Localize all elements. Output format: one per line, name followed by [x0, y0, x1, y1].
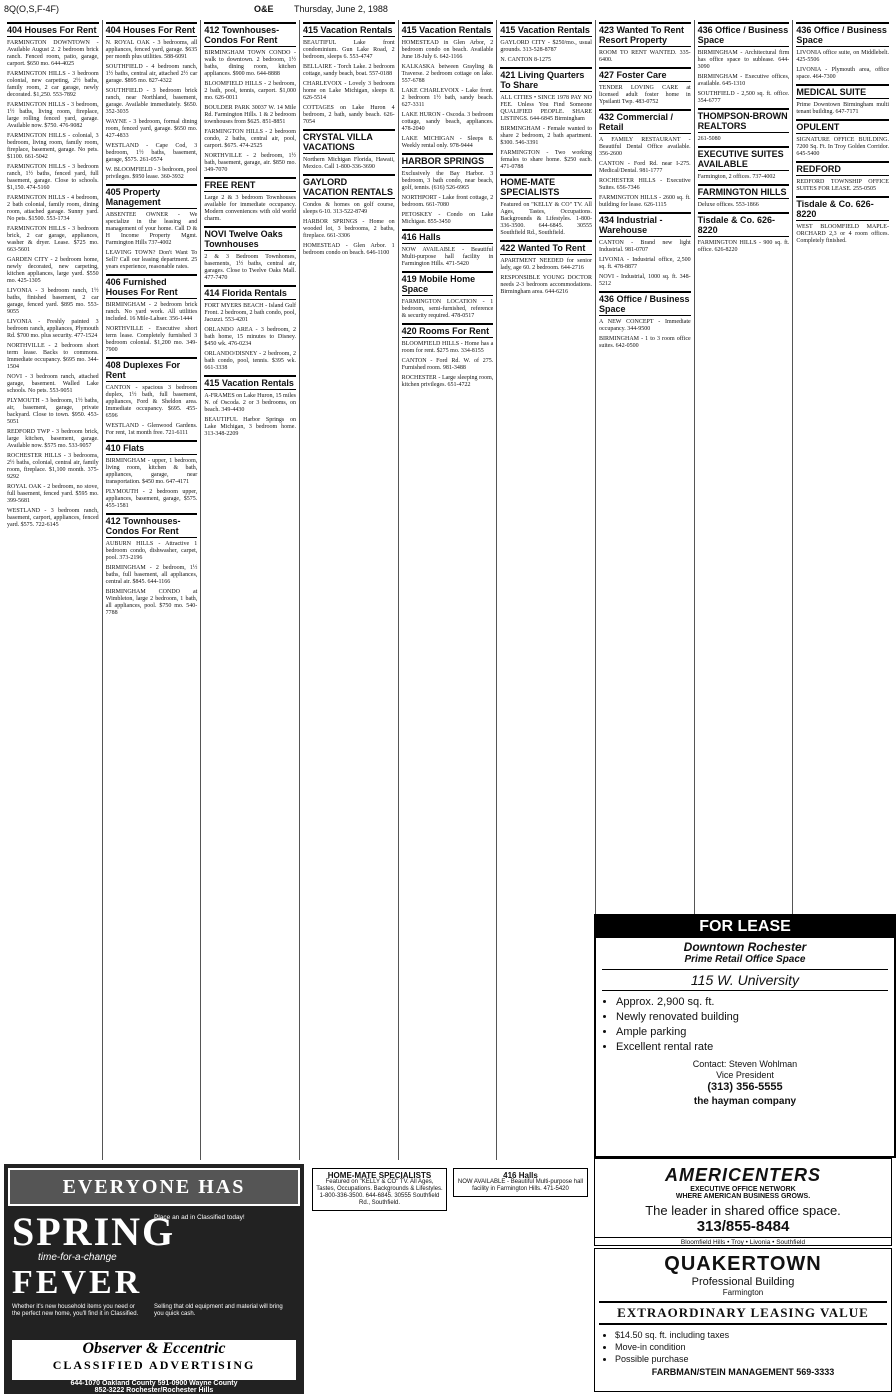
classified-ad: REDFORD TWP - 3 bedroom brick, large kitchen, basement, garage. Available now. $575 mo. 533-9057: [7, 429, 99, 449]
section-title: EXECUTIVE SUITES AVAILABLE: [698, 146, 790, 171]
classified-ad: Large 2 & 3 bedroom Townhouses available for immediate occupancy. Modern conveniences with old world charm.: [204, 195, 296, 222]
classified-ad: ORLANDO/DISNEY - 2 bedroom, 2 bath condo, pool, tennis. $395 wk. 661-3338: [204, 351, 296, 371]
section-title: 422 Wanted To Rent: [500, 240, 592, 255]
lease-address: Downtown Rochester: [683, 940, 807, 954]
classified-ad: BIRMINGHAM - upper, 1 bedroom, living room, kitchen & bath, appliances, garage, near transportation. $450 mo. 647-4171: [105, 458, 198, 485]
classified-column: [4, 20, 103, 1160]
section-title: FARMINGTON HILLS: [698, 184, 790, 199]
section-title: 412 Townhouses-Condos For Rent: [106, 513, 198, 538]
classified-ad: GAYLORD CITY - $250/mo., usual grounds. 313-528-8787: [500, 40, 592, 53]
classified-ad: BIRMINGHAM - Female wanted to share 2 bedroom, 2 bath apartment. $300. 546-3391: [500, 126, 592, 146]
page-header: [4, 2, 892, 16]
oe-tagline: time-for-a-change: [38, 1252, 117, 1263]
section-title: 420 Rooms For Rent: [402, 323, 494, 338]
classified-ad: NORTHPORT - Lake front cottage, 2 bedroom. 661-7080: [401, 195, 494, 208]
classified-ad: Condos & homes on golf course, sleeps 6-10. 313-522-8749: [303, 202, 395, 215]
classified-ad: LAKE CHARLEVOIX - Lake front. 2 bedroom 1½ bath, sandy beach. 627-3311: [401, 88, 494, 108]
americenters-ad: [594, 1158, 892, 1246]
classified-ad: CANTON - Ford Rd. W. of 275. Furnished room. 981-3488: [401, 358, 494, 371]
quakertown-headline: EXTRAORDINARY LEASING VALUE: [599, 1301, 887, 1325]
classified-ad: BIRMINGHAM - Executive offices, available. 645-1310: [697, 74, 790, 87]
classified-ad: ABSENTEE OWNER - We specialize in the leasing and management of your home. Call D & H Income Property Mgmt. Farmington Hills 737-4002: [105, 212, 198, 246]
quakertown-footer: FARBMAN/STEIN MANAGEMENT 569-3333: [651, 1367, 835, 1377]
classified-ad: BIRMINGHAM TOWN CONDO - walk to downtown. 2 bedroom, 1½ baths, dining room, kitchen appliances. $900 mo. 644-8888: [204, 50, 296, 77]
quakertown-bullet: • Possible purchase: [615, 1353, 891, 1365]
classified-ad: SOUTHFIELD - 3 bedroom brick ranch, near Northland, basement, garage. Available immediately. $650. 352-3035: [105, 88, 198, 115]
section-title: 419 Mobile Home Space: [402, 271, 494, 296]
section-title: 404 Houses For Rent: [106, 22, 198, 37]
lease-subtitle: Prime Retail Office Space: [684, 954, 806, 965]
quakertown-name: QUAKERTOWN: [664, 1253, 822, 1275]
americenters-lead: The leader in shared office space.: [645, 1203, 841, 1218]
paper-name: O&E: [254, 4, 274, 14]
section-title: 427 Foster Care: [599, 67, 691, 82]
americenters-logo: AMERICENTERS: [664, 1165, 821, 1185]
classified-ad: Deluxe offices. 553-1866: [697, 202, 759, 208]
section-title: FREE RENT: [204, 177, 296, 192]
middle-ads-right: [453, 1164, 588, 1394]
homemate-title: HOME-MATE SPECIALISTS: [327, 1171, 432, 1180]
oe-logo-name: Observer & Eccentric: [82, 1340, 226, 1357]
homemate-box: [312, 1168, 447, 1211]
classified-ad: LIVONIA - Plymouth area, office space. 464-7300: [796, 67, 889, 80]
lease-bullets: [616, 995, 894, 1055]
classified-ad: BLOOMFIELD HILLS - Home has a room for rent. $275 mo. 334-8155: [401, 341, 494, 354]
lease-contact-title: Vice President: [716, 1070, 774, 1080]
classified-ad: SOUTHFIELD - 4 bedroom ranch, 1½ baths, central air, attached 2½ car garage. $895 mo. 827-4322: [105, 64, 198, 84]
classified-column: [300, 20, 399, 1160]
classified-ad: WESTLAND - Glenwood Gardens. For rent, 1st month free. 721-6111: [105, 423, 198, 436]
classified-ad: 2 & 3 Bedroom Townhomes, basements, 1½ baths, central air, garages. Close to Twelve Oaks Mall. 477-7470: [204, 254, 296, 281]
classified-ad: APARTMENT NEEDED for senior lady, age 60. 2 bedroom. 644-2716: [500, 258, 592, 271]
classified-ad: FARMINGTON HILLS - 900 sq. ft. office. 626-8220: [697, 240, 790, 253]
classified-ad: HOMESTEAD in Glen Arbor, 2 bedroom condo on beach. Available June 18-July 6. 642-1166: [401, 40, 494, 60]
quakertown-bullet: • $14.50 sq. ft. including taxes: [615, 1329, 891, 1341]
classified-ad: 261-5080: [697, 136, 721, 142]
section-title: 432 Commercial / Retail: [599, 109, 691, 134]
classified-ad: HARBOR SPRINGS - Home on wooded lot, 3 bedrooms, 2 baths, fireplace. 661-3306: [303, 219, 395, 239]
section-title: 434 Industrial - Warehouse: [599, 212, 691, 237]
classified-ad: A FAMILY RESTAURANT - Beautiful Dental Office available. 356-2600: [599, 137, 691, 157]
section-title: 415 Vacation Rentals: [303, 22, 395, 37]
classified-ad: FARMINGTON HILLS - 3 bedroom, 1½ baths, living room, fireplace, large rolling fenced yard, garage. Available now. $750. 476-9082: [7, 102, 99, 129]
classified-ad: BELLAIRE - Torch Lake. 2 bedroom cottage, sandy beach, boat. 557-0188: [303, 64, 395, 77]
section-title: Tisdale & Co. 626-8220: [796, 196, 889, 221]
classified-ad: REDFORD TOWNSHIP OFFICE SUITES FOR LEASE. 255-0505: [796, 179, 889, 192]
classified-ad: N. CANTON 8-1275: [500, 57, 552, 63]
classified-ad: LAKE HURON - Oscoda. 3 bedroom cottage, sandy beach, appliances. 478-2040: [401, 112, 494, 132]
classified-ad: WESTLAND - Cape Cod, 3 bedroom, 1½ baths, basement, garage, $575. 261-0574: [105, 143, 198, 163]
classified-column: [201, 20, 300, 1160]
classified-ad: FARMINGTON HILLS - 4 bedroom, 2 bath colonial, family room, dining room, attached garage. Sunny yard. No pets. $1500. 553-1734: [7, 195, 99, 222]
classified-ad: NOW AVAILABLE - Beautiful Multi-purpose hall facility in Farmington Hills. 471-5420: [401, 247, 494, 267]
classified-ad: W. BLOOMFIELD - 3 bedroom, pool privileges. $950 lease. 360-3932: [105, 167, 198, 180]
section-title: 436 Office / Business Space: [599, 291, 691, 316]
display-ads: [4, 918, 892, 1394]
section-title: GAYLORD VACATION RENTALS: [303, 174, 395, 199]
section-title: OPULENT: [796, 119, 889, 134]
americenters-phone: 313/855-8484: [696, 1218, 790, 1235]
classified-ad: Prime Downtown Birmingham multi tenant building. 647-7171: [796, 102, 889, 115]
oe-promo-body: Whether it's new household items you need or the perfect new home, you'll find it in Classified.: [12, 1304, 139, 1317]
section-title: 408 Duplexes For Rent: [106, 357, 198, 382]
classified-ad: FARMINGTON HILLS - 3 bedroom colonial, new carpeting, 2½ baths, family room, 2 car garage, newly decorated. $1,250. 553-7892: [7, 71, 99, 98]
classified-ad: FARMINGTON LOCATION - 1 bedroom, semi-furnished, reference & security required. 478-0517: [401, 299, 494, 319]
section-title: 416 Halls: [402, 229, 494, 244]
classified-ad: BIRMINGHAM - Architectural firm has office space to sublease. 644-3090: [697, 50, 790, 70]
classified-ad: CHARLEVOIX - Lovely 3 bedroom home on Lake Michigan, sleeps 8. 626-5514: [303, 81, 395, 101]
classified-ad: NORTHVILLE - 2 bedroom, 1½ bath, basement, garage, air. $850 mo. 349-7070: [204, 153, 296, 173]
classified-ad: WESTLAND - 3 bedroom ranch, basement, carport, appliances, fenced yard. $575. 722-6145: [7, 508, 99, 528]
classified-ad: TENDER LOVING CARE at licensed adult foster home in Ypsilanti Twp. 483-0752: [599, 85, 691, 105]
classified-ad: BIRMINGHAM CONDO at Wimbleton, large 2 bedroom, 1 bath, all appliances, pool. $750 mo. 540-7788: [105, 589, 198, 616]
classified-ad: BIRMINGHAM - 1 to 3 room office suites. 642-0500: [599, 336, 691, 349]
classified-ad: A NEW CONCEPT - Immediate occupancy. 344-9500: [599, 319, 691, 332]
classified-ad: BEAUTIFUL Harbor Springs on Lake Michigan, 3 bedroom home. 313-348-2209: [204, 417, 296, 437]
halls-title: 416 Halls: [503, 1171, 538, 1180]
classified-ad: Featured on "KELLY & CO" TV. All Ages, Tastes, Occupations. Backgrounds & Lifestyles. 1-800-336-3500. 644-6845. 30555 Southfield Rd., Southfield.: [500, 202, 592, 236]
lease-company: the hayman company: [693, 1096, 797, 1107]
section-title: 406 Furnished Houses For Rent: [106, 274, 198, 299]
classified-ad: LAKE MICHIGAN - Sleeps 8. Weekly rental only. 978-9444: [401, 136, 494, 149]
classified-ad: WEST BLOOMFIELD MAPLE-ORCHARD 2,3 or 4 room offices. Completely finished.: [796, 224, 889, 244]
oe-fever: FEVER: [12, 1264, 143, 1301]
lease-heading: FOR LEASE: [596, 916, 894, 938]
section-title: Tisdale & Co. 626-8220: [698, 212, 790, 237]
classified-ad: Exclusively the Bay Harbor. 3 bedroom, 3 bath condo, near beach, golf, tennis. (616) 526-6965: [401, 171, 494, 191]
classified-ad: CANTON - Ford Rd. near I-275. Medical/Dental. 981-1777: [599, 161, 691, 174]
americenters-places: Bloomfield Hills • Troy • Livonia • Southfield: [595, 1237, 891, 1246]
section-title: REDFORD: [796, 161, 889, 176]
oe-phone-2: 852-3222 Rochester/Rochester Hills: [94, 1387, 214, 1394]
classified-ad: LIVONIA - 3 bedroom ranch, 1½ baths, finished basement, 2 car garage, fenced yard. $895 mo. 553-9055: [7, 288, 99, 315]
middle-ads-left: [312, 1164, 447, 1394]
section-title: NOVI Twelve Oaks Townhouses: [204, 226, 296, 251]
classified-ad: BIRMINGHAM - 2 bedroom, 1½ baths, full basement, all appliances, central air. $845. 644-1166: [105, 565, 198, 585]
classified-ad: KALKASKA between Grayling & Traverse. 2 bedroom cottage on lake. 557-6788: [401, 64, 494, 84]
classified-ad: FARMINGTON HILLS - colonial, 3 bedroom, living room, family room, fireplace, basement, garage. No pets. $1100. 661-5042: [7, 133, 99, 160]
homemate-body: Featured on "KELLY & CO" TV. All Ages, Tastes, Occupations. Backgrounds & Lifestyles. 1-800-336-3500. 644-6845. 30555 Southfield Rd., Southfield.: [316, 1179, 443, 1206]
classified-ad: NOVI - Industrial, 1000 sq. ft. 348-5212: [599, 274, 691, 287]
for-lease-ad: [594, 914, 896, 1158]
section-title: HOME-MATE SPECIALISTS: [500, 174, 592, 199]
classified-ad: COTTAGES on Lake Huron 4 bedroom, 2 bath, sandy beach. 626-7054: [303, 105, 395, 125]
section-title: 414 Florida Rentals: [204, 285, 296, 300]
quakertown-ad: [594, 1248, 892, 1392]
oe-phone-1: 644-1070 Oakland County 591-0900 Wayne County: [70, 1380, 238, 1387]
section-title: THOMPSON-BROWN REALTORS: [698, 108, 790, 133]
classified-ad: WAYNE - 3 bedroom, formal dining room, fenced yard, garage. $650 mo. 427-4833: [105, 119, 198, 139]
lease-street: 115 W. University: [602, 969, 888, 991]
page-number: 8Q(O,S,F-4F): [4, 4, 60, 14]
classified-ad: NORTHVILLE - 2 bedroom short term lease. Backs to commons. Immediate occupancy. $695 mo. 344-1504: [7, 343, 99, 370]
quakertown-bullet: • Move-in condition: [615, 1341, 891, 1353]
classified-ad: ROCHESTER - Large sleeping room, kitchen privileges. 651-4722: [401, 375, 494, 388]
classified-ad: LIVONIA - Freshly painted 3 bedroom ranch, appliances, Plymouth Rd. $700 mo. plus security. 477-1524: [7, 319, 99, 339]
classified-ad: PLYMOUTH - 3 bedroom, 1½ baths, air, basement, garage, private backyard. Close to town. $950. 453-5051: [7, 398, 99, 425]
classified-column: [103, 20, 202, 1160]
classified-ad: BIRMINGHAM - 2 bedroom brick ranch. No yard work. All utilities included. 16 Mile-Lahser. 356-1444: [105, 302, 198, 322]
classified-ad: ROYAL OAK - 2 bedroom, no stove, full basement, fenced yard. $595 mo. 399-5681: [7, 484, 99, 504]
section-title: 436 Office / Business Space: [796, 22, 889, 47]
classified-ad: FORT MYERS BEACH - Island Gulf Front. 2 bedroom, 2 bath condo, pool, Jacuzzi. 553-4201: [204, 303, 296, 323]
classified-ad: ROOM TO RENT WANTED. 335-6400.: [599, 50, 691, 63]
classified-ad: FARMINGTON - Two working females to share home. $250 each. 471-0788: [500, 150, 592, 170]
classified-ad: A-FRAMES on Lake Huron, 15 miles N. of Oscoda. 2 or 3 bedrooms, on beach. 349-4430: [204, 393, 296, 413]
classified-ad: Farmington, 2 offices. 737-4002: [697, 174, 776, 180]
classified-ad: LIVONIA office suite, on Middlebelt. 425-5506: [796, 50, 889, 63]
americenters-tagline: EXECUTIVE OFFICE NETWORK: [690, 1186, 796, 1193]
classified-ad: FARMINGTON HILLS - 3 bedroom brick, 2 car garage, appliances, washer & dryer. Lease. $725 mo. 663-5601: [7, 226, 99, 253]
middle-ads: [312, 1164, 588, 1394]
lease-bullet: • Newly renovated building: [616, 1010, 894, 1025]
classified-ad: HOMESTEAD - Glen Arbor. 1 bedroom condo on beach. 646-1100: [303, 243, 395, 256]
section-title: 405 Property Management: [106, 184, 198, 209]
classified-ad: GARDEN CITY - 2 bedroom home, newly decorated, new carpeting, kitchen appliances, large yard. $550 mo. 425-1305: [7, 257, 99, 284]
classified-ad: FARMINGTON DOWNTOWN - Available August 2. 2 bedroom brick ranch. Fenced room, patio, garage, carport. $650 mo. 644-4025: [7, 40, 99, 67]
section-title: MEDICAL SUITE: [796, 84, 889, 99]
oe-promo-body-2: Selling that old equipment and material will bring you quick cash.: [154, 1304, 283, 1317]
classified-ad: ROCHESTER HILLS - Executive Suites. 656-7346: [599, 178, 691, 191]
section-title: 410 Flats: [106, 440, 198, 455]
quakertown-bullets: [615, 1329, 891, 1365]
section-title: 412 Townhouses-Condos For Rent: [204, 22, 296, 47]
classified-ad: PLYMOUTH - 2 bedroom upper, appliances, basement, garage, $575. 455-1581: [105, 489, 198, 509]
lease-contact-name: Contact: Steven Wohlman: [692, 1059, 798, 1069]
classified-ad: CANTON - spacious 3 bedroom duplex, 1½ bath, full basement, appliances, Ford & Sheldon area. Immediate occupancy. $695. 455-6596: [105, 385, 198, 419]
classified-ad: SIGNATURE OFFICE BUILDING. 7200 Sq. Ft. In Troy Golden Corridor. 645-5400: [796, 137, 889, 157]
oe-logo-classified: CLASSIFIED ADVERTISING: [52, 1358, 256, 1372]
classified-ad: ROCHESTER HILLS - 3 bedrooms, 2½ baths, colonial, central air, family room, fireplace. $1,100 month. 375-9292: [7, 453, 99, 480]
halls-box: [453, 1168, 588, 1197]
classified-ad: AUBURN HILLS - Attractive 1 bedroom condo, dishwasher, carpet, pool. 373-2196: [105, 541, 198, 561]
halls-body: NOW AVAILABLE - Beautiful Multi-purpose hall facility in Farmington Hills. 471-5420: [457, 1179, 584, 1192]
classified-column: [399, 20, 498, 1160]
classified-ad: FARMINGTON HILLS - 3 bedroom ranch, 1½ baths, fenced yard, full basement, garage. Close to schools. $1,150. 474-5160: [7, 164, 99, 191]
classified-ad: ALL CITIES • SINCE 1978 PAY NO FEE. Unless You Find Someone QUALIFIED PEOPLE. SHARE LISTINGS. 644-6845 Birmingham: [500, 95, 592, 122]
oe-spring: SPRING: [12, 1209, 176, 1254]
oe-phones: [12, 1380, 296, 1394]
oe-promo: Place an ad in Classified today!: [154, 1214, 245, 1221]
classified-ad: NOVI - 3 bedroom ranch, attached garage, basement. Walled Lake schools. No pets. 553-9051: [7, 374, 99, 394]
classified-ad: NORTHVILLE - Executive short term lease. Completely furnished 3 bedroom colonial. $1,200 mo. 349-7900: [105, 326, 198, 353]
classified-ad: LEAVING TOWN? Don't Want To Sell? Call our leasing department. 25 years experience, reasonable rates.: [105, 250, 198, 270]
classified-ad: SOUTHFIELD - 2,500 sq. ft. office. 354-6777: [697, 91, 790, 104]
quakertown-sub: Professional Building: [691, 1276, 795, 1288]
section-title: 423 Wanted To Rent Resort Property: [599, 22, 691, 47]
quakertown-location: Farmington: [722, 1288, 764, 1297]
classified-ad: BLOOMFIELD HILLS - 2 bedroom, 2 bath, pool, tennis, carport. $1,000 mo. 626-0011: [204, 81, 296, 101]
lease-bullet: • Excellent rental rate: [616, 1040, 894, 1055]
section-title: 421 Living Quarters To Share: [500, 67, 592, 92]
americenters-sub: WHERE AMERICAN BUSINESS GROWS.: [675, 1193, 811, 1200]
section-title: 415 Vacation Rentals: [402, 22, 494, 37]
observer-eccentric-ad: [4, 1164, 304, 1394]
classified-ad: FARMINGTON HILLS - 2 bedroom condo, 2 baths, central air, pool, carport. $675. 474-2525: [204, 129, 296, 149]
classified-ad: LIVONIA - Industrial office, 2,500 sq. ft. 478-8877: [599, 257, 691, 270]
section-title: 436 Office / Business Space: [698, 22, 790, 47]
classified-column: [497, 20, 596, 1160]
classified-ad: BEAUTIFUL Lake front condominium. Gun Lake Road, 2 bedroom, sleeps 6. 553-4747: [303, 40, 395, 60]
lease-bullet: • Ample parking: [616, 1025, 894, 1040]
classified-ad: ORLANDO AREA - 3 bedroom, 2 bath home, 15 minutes to Disney. $450 wk. 476-0234: [204, 327, 296, 347]
classified-ad: Northern Michigan Florida, Hawaii, Mexico. Call 1-800-336-3690: [303, 157, 395, 170]
classified-ad: BOULDER PARK 30037 W. 14 Mile Rd. Farmington Hills. 1 & 2 bedroom townhouses from $625. 851-8851: [204, 105, 296, 125]
section-title: HARBOR SPRINGS: [402, 153, 494, 168]
section-title: 415 Vacation Rentals: [204, 375, 296, 390]
classified-ad: RESPONSIBLE YOUNG DOCTOR needs 2-3 bedroom accommodations. Birmingham area. 644-6216: [500, 275, 592, 295]
lease-bullet: • Approx. 2,900 sq. ft.: [616, 995, 894, 1010]
classified-ad: FARMINGTON HILLS - 2600 sq. ft. building for lease. 626-1115: [599, 195, 691, 208]
oe-banner: EVERYONE HAS: [8, 1168, 300, 1206]
oe-logo: [12, 1340, 296, 1380]
classified-ad: N. ROYAL OAK - 3 bedrooms, all appliances, fenced yard, garage. $635 per month plus utilities. 588-6091: [105, 40, 198, 60]
lease-phone: (313) 356-5555: [707, 1081, 783, 1093]
classified-ad: PETOSKEY - Condo on Lake Michigan. 855-3450: [401, 212, 494, 225]
lease-contact: [596, 1059, 894, 1081]
section-title: 404 Houses For Rent: [7, 22, 99, 37]
issue-date: Thursday, June 2, 1988: [294, 4, 388, 14]
classified-ad: CANTON - Brand new light Industrial. 981-0707: [599, 240, 691, 253]
section-title: CRYSTAL VILLA VACATIONS: [303, 129, 395, 154]
section-title: 415 Vacation Rentals: [500, 22, 592, 37]
